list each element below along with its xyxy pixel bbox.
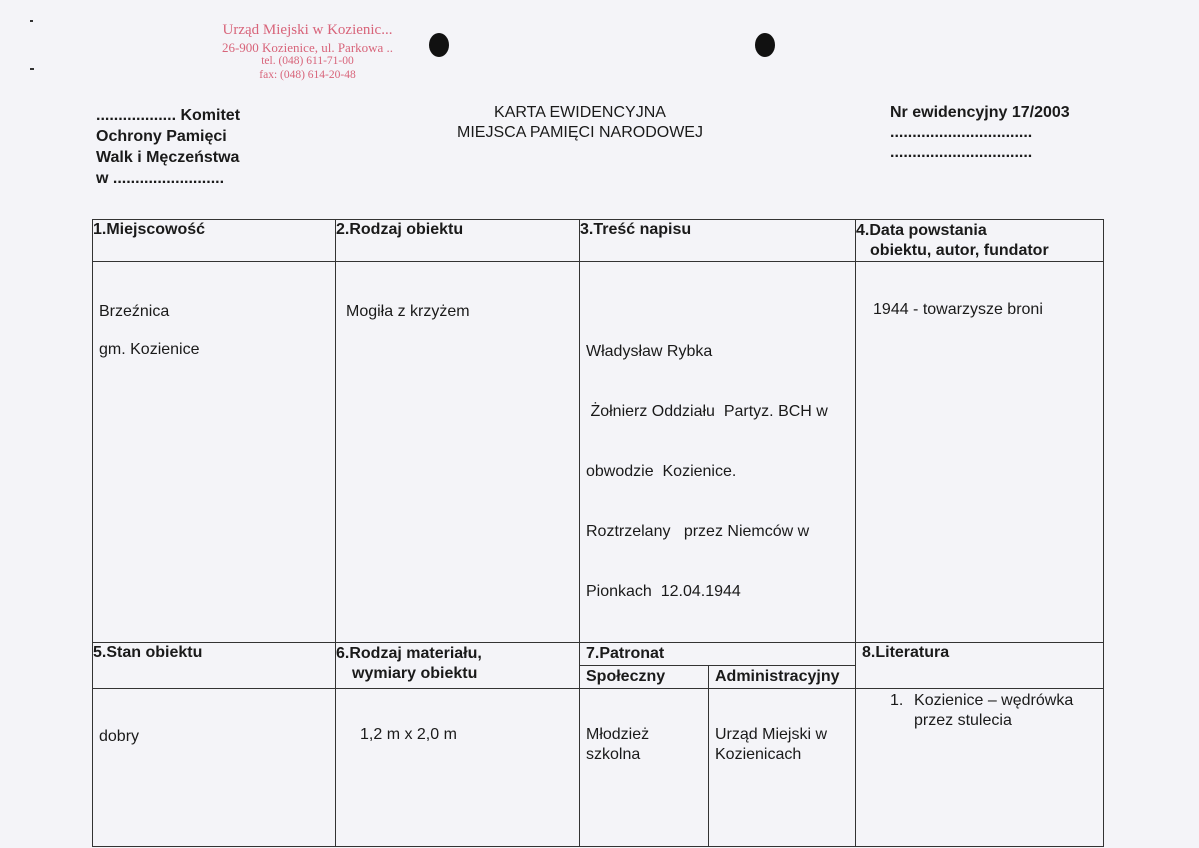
patronage-social-line-1: Młodzież	[586, 726, 650, 743]
record-card-table	[92, 219, 1104, 847]
cell-condition: dobry	[93, 689, 336, 847]
header-inscription: 3.Treść napisu	[580, 220, 856, 262]
inscription-line: obwodzie Kozienice.	[586, 463, 737, 480]
header-patronage-admin: Administracyjny	[709, 666, 856, 689]
header-object-type: 2.Rodzaj obiektu	[336, 220, 580, 262]
record-number-dots-1: ................................	[890, 124, 1033, 141]
header-date-author-line-2: obiektu, autor, fundator	[870, 242, 1049, 259]
header-material-line-2: wymiary obiektu	[352, 665, 478, 682]
header-patronage-social: Społeczny	[580, 666, 709, 689]
cell-patronage-social	[580, 689, 709, 847]
inscription-line: Władysław Rybka	[586, 343, 713, 360]
literature-number: 1.	[890, 692, 904, 709]
stamp-line-address: 26-900 Kozienice, ul. Parkowa ..	[221, 39, 394, 55]
cell-patronage-admin	[709, 689, 856, 847]
office-stamp	[205, 22, 410, 82]
header-date-author	[856, 220, 1104, 262]
punch-hole	[755, 33, 775, 57]
header-material-line-1: 6.Rodzaj materiału,	[336, 645, 482, 662]
header-locality: 1.Miejscowość	[93, 220, 336, 262]
cell-locality	[93, 262, 336, 643]
committee-line-1: .................. Komitet	[96, 107, 241, 124]
header-date-author-line-1: 4.Data powstania	[856, 222, 987, 239]
cell-date-author: 1944 - towarzysze broni	[856, 262, 1104, 643]
scan-mark	[30, 20, 33, 22]
cell-inscription	[580, 262, 856, 643]
header-patronage: 7.Patronat	[580, 643, 856, 666]
punch-hole	[429, 33, 449, 57]
header-literature: 8.Literatura	[856, 643, 1104, 689]
stamp-line-fax: fax: (048) 614-20-48	[259, 68, 356, 81]
inscription-line: Żołnierz Oddziału Partyz. BCH w	[586, 403, 828, 420]
committee-line-2: Ochrony Pamięci	[96, 128, 227, 145]
scan-mark	[30, 68, 34, 70]
patronage-admin-line-2: Kozienicach	[715, 746, 802, 763]
literature-line-1: Kozienice – wędrówka	[914, 692, 1074, 709]
patronage-admin-line-1: Urząd Miejski w	[715, 726, 828, 743]
header-condition: 5.Stan obiektu	[93, 643, 336, 689]
form-title-line-1: KARTA EWIDENCYJNA	[494, 104, 666, 121]
form-title	[420, 103, 740, 143]
cell-literature	[856, 689, 1104, 847]
inscription-line: Roztrzelany przez Niemców w	[586, 523, 810, 540]
municipality-value: gm. Kozienice	[99, 341, 200, 358]
record-number-block	[890, 103, 1070, 163]
inscription-line: Pionkach 12.04.1944	[586, 583, 741, 600]
patronage-social-line-2: szkolna	[586, 746, 641, 763]
record-number: Nr ewidencyjny 17/2003	[890, 104, 1070, 121]
literature-line-2: przez stulecia	[914, 712, 1012, 729]
cell-object-type: Mogiła z krzyżem	[336, 262, 580, 643]
cell-dimensions: 1,2 m x 2,0 m	[336, 689, 580, 847]
stamp-line-office: Urząd Miejski w Kozienic...	[222, 22, 393, 38]
committee-line-3: Walk i Męczeństwa	[96, 149, 240, 166]
stamp-line-phone: tel. (048) 611-71-00	[261, 55, 354, 68]
locality-value: Brzeźnica	[99, 303, 170, 320]
header-material	[336, 643, 580, 689]
record-number-dots-2: ................................	[890, 144, 1033, 161]
committee-line-4: w .........................	[96, 170, 225, 187]
committee-header	[96, 105, 240, 189]
form-title-line-2: MIEJSCA PAMIĘCI NARODOWEJ	[457, 124, 703, 141]
